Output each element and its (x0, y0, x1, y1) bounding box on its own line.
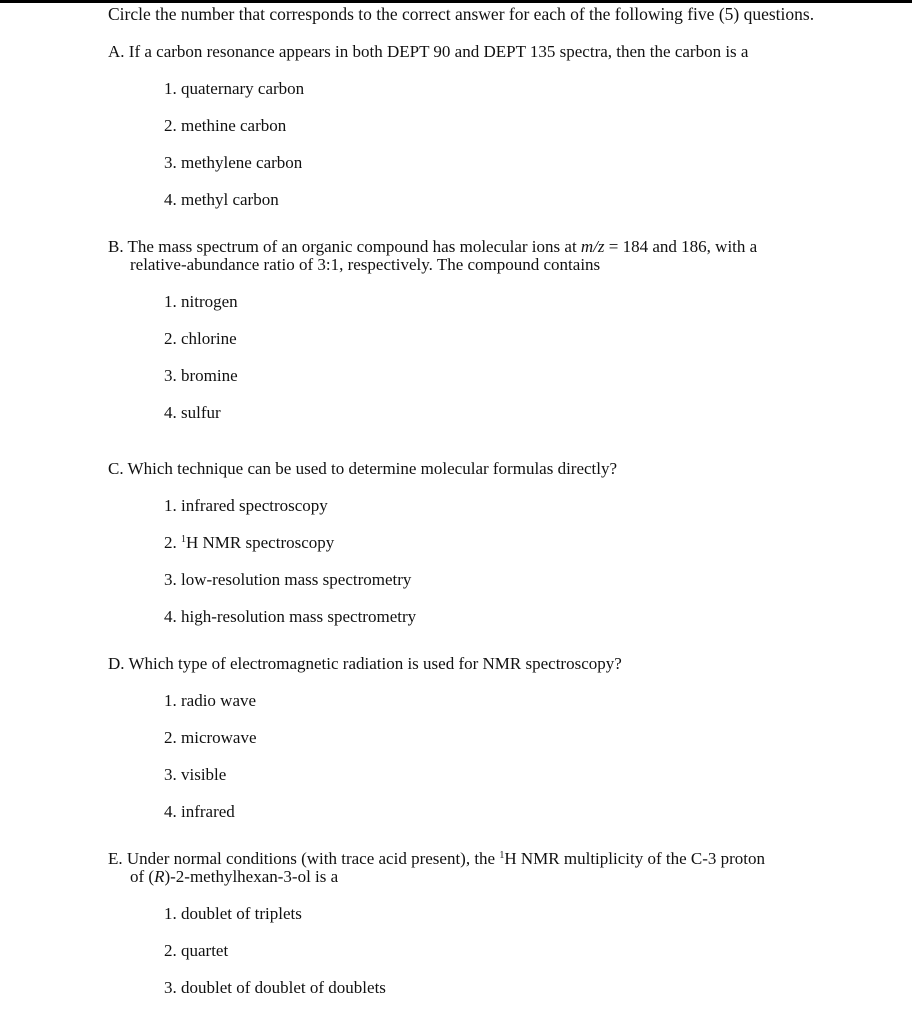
question-d-option-1[interactable]: 1. radio wave (164, 691, 257, 710)
question-a-option-3[interactable]: 3. methylene carbon (164, 153, 303, 172)
question-a-option-1[interactable]: 1. quaternary carbon (164, 79, 305, 98)
question-letter: E. (108, 849, 123, 868)
question-b-line2: relative-abundance ratio of 3:1, respectively. The compound contains (130, 255, 601, 274)
question-c-option-3[interactable]: 3. low-resolution mass spectrometry (164, 570, 412, 589)
question-d (108, 655, 622, 673)
question-d-option-2[interactable]: 2. microwave (164, 728, 257, 747)
question-text: If a carbon resonance appears in both DEPT 90 and DEPT 135 spectra, then the carbon is a (128, 42, 749, 61)
question-c-option-1[interactable]: 1. infrared spectroscopy (164, 496, 328, 515)
question-a (108, 43, 748, 61)
question-text: Which type of electromagnetic radiation is used for NMR spectroscopy? (128, 654, 622, 673)
question-letter: C. (108, 459, 124, 478)
option-text: H NMR spectroscopy (186, 533, 335, 552)
option-number: 2. (164, 533, 181, 552)
question-b (108, 238, 757, 256)
question-b-option-2[interactable]: 2. chlorine (164, 329, 237, 348)
question-letter: B. (108, 237, 124, 256)
superscript-1: 1 (181, 534, 186, 545)
question-c-option-2[interactable] (164, 534, 334, 552)
question-d-option-3[interactable]: 3. visible (164, 765, 227, 784)
question-text-cont: = 184 and 186, with a (604, 237, 758, 256)
question-b-option-1[interactable]: 1. nitrogen (164, 292, 238, 311)
question-a-option-2[interactable]: 2. methine carbon (164, 116, 287, 135)
question-e-option-2[interactable]: 2. quartet (164, 941, 229, 960)
question-b-option-3[interactable]: 3. bromine (164, 366, 238, 385)
instructions: Circle the number that corresponds to the correct answer for each of the following five (5) questions. (108, 4, 815, 24)
text: )-2-methylhexan-3-ol is a (164, 867, 339, 886)
question-c-option-4[interactable]: 4. high-resolution mass spectrometry (164, 607, 417, 626)
text: of ( (130, 867, 155, 886)
question-text: The mass spectrum of an organic compound has molecular ions at (127, 237, 581, 256)
question-e-option-1[interactable]: 1. doublet of triplets (164, 904, 302, 923)
question-a-option-4[interactable]: 4. methyl carbon (164, 190, 279, 209)
question-e-option-3[interactable]: 3. doublet of doublet of doublets (164, 978, 386, 997)
question-letter: A. (108, 42, 125, 61)
question-text: Which technique can be used to determine molecular formulas directly? (127, 459, 618, 478)
r-italic: R (154, 867, 165, 886)
question-text-cont: H NMR multiplicity of the C-3 proton (504, 849, 766, 868)
question-d-option-4[interactable]: 4. infrared (164, 802, 235, 821)
superscript-1: 1 (499, 850, 505, 861)
top-border-line (0, 0, 912, 3)
question-text: Under normal conditions (with trace acid present), the (126, 849, 500, 868)
mz-italic: m/z (580, 237, 605, 256)
question-e-line2 (130, 868, 338, 886)
question-b-option-4[interactable]: 4. sulfur (164, 403, 221, 422)
question-e (108, 850, 765, 868)
question-c (108, 460, 617, 478)
question-letter: D. (108, 654, 125, 673)
